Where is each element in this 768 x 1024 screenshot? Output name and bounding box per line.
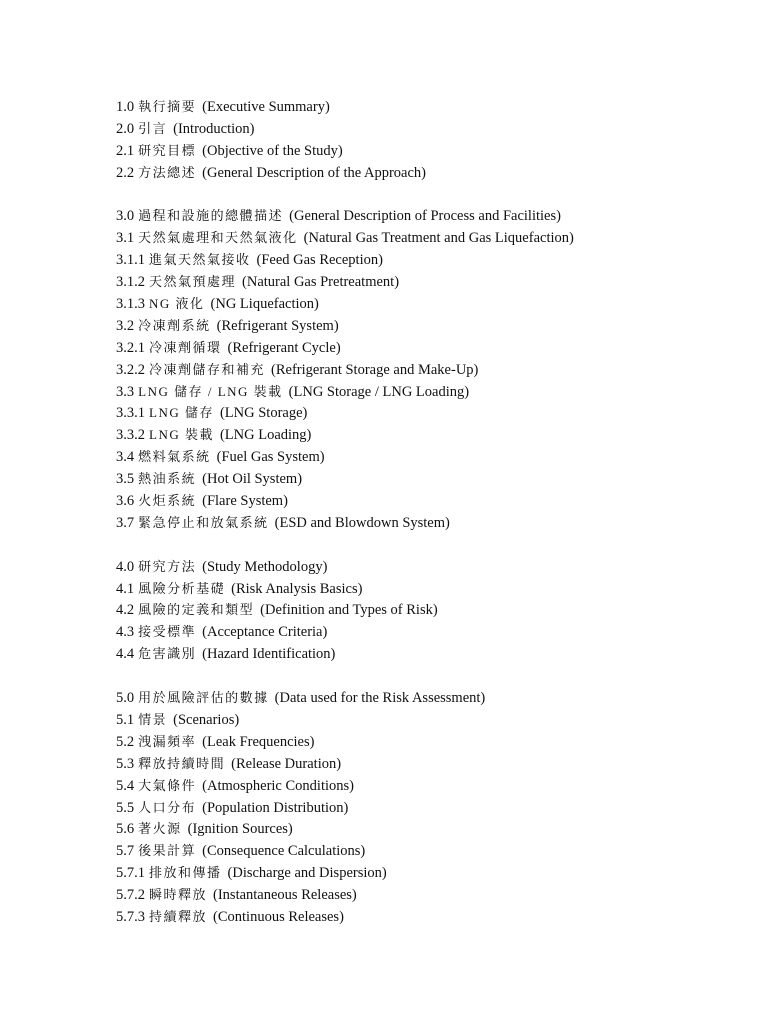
english-title: (Hazard Identification) xyxy=(202,646,336,663)
chinese-title: 方法總述 xyxy=(138,164,197,180)
toc-entry xyxy=(116,205,736,227)
section-number: 3.2.1 xyxy=(116,339,145,356)
chinese-title: 排放和傳播 xyxy=(149,865,222,881)
toc-entry xyxy=(116,140,736,162)
toc-entry xyxy=(116,424,736,446)
section-number: 5.7.1 xyxy=(116,865,145,882)
toc-entry xyxy=(116,862,736,884)
toc-entry xyxy=(116,556,736,578)
section-number: 3.7 xyxy=(116,514,135,531)
toc-entry xyxy=(116,118,736,140)
section-number: 1.0 xyxy=(116,99,135,115)
toc-entry xyxy=(116,359,736,381)
english-title: (Instantaneous Releases) xyxy=(213,887,357,904)
english-title: (Fuel Gas System) xyxy=(216,449,325,466)
english-title: (LNG Loading) xyxy=(219,427,312,444)
english-title: (General Description of the Approach) xyxy=(202,164,426,181)
toc-entry xyxy=(116,468,736,490)
chinese-title: 著火源 xyxy=(138,821,182,837)
english-title: (Flare System) xyxy=(202,493,288,510)
section-number: 5.0 xyxy=(116,690,135,707)
section-number: 3.1 xyxy=(116,230,135,247)
section-number: 5.7.3 xyxy=(116,908,145,925)
toc-entry xyxy=(116,446,736,468)
chinese-title: 冷凍劑循環 xyxy=(149,339,222,355)
section-number: 2.1 xyxy=(116,142,135,159)
toc-entry xyxy=(116,753,736,775)
toc-entry xyxy=(116,315,736,337)
section-number: 4.1 xyxy=(116,580,135,597)
section-number: 5.5 xyxy=(116,799,135,816)
english-title: (General Description of Process and Facilities) xyxy=(289,208,561,225)
toc-entry xyxy=(116,96,736,118)
toc-entry xyxy=(116,906,736,928)
section-number: 5.7 xyxy=(116,843,135,860)
toc-entry xyxy=(116,249,736,271)
toc-entry xyxy=(116,162,736,184)
section-number: 2.0 xyxy=(116,120,135,137)
toc-section xyxy=(116,687,736,928)
toc-entry xyxy=(116,797,736,819)
english-title: (Population Distribution) xyxy=(202,799,349,816)
english-title: (Refrigerant Cycle) xyxy=(227,339,341,356)
toc-entry xyxy=(116,512,736,534)
toc-entry xyxy=(116,775,736,797)
section-number: 3.0 xyxy=(116,208,135,225)
english-title: (Risk Analysis Basics) xyxy=(231,580,363,597)
chinese-title: 洩漏頻率 xyxy=(138,733,197,749)
toc-entry xyxy=(116,731,736,753)
section-number: 4.0 xyxy=(116,558,135,575)
english-title: (Release Duration) xyxy=(231,755,342,772)
toc-entry xyxy=(116,227,736,249)
english-title: (Refrigerant Storage and Make-Up) xyxy=(271,361,479,378)
toc-entry xyxy=(116,402,736,424)
english-title: (Natural Gas Pretreatment) xyxy=(242,274,400,291)
chinese-title: 瞬時釋放 xyxy=(149,887,208,903)
toc-section xyxy=(116,205,736,533)
section-number: 3.3 xyxy=(116,383,135,400)
english-title: (Continuous Releases) xyxy=(213,908,344,925)
english-title: (Objective of the Study) xyxy=(202,142,343,159)
section-number: 3.6 xyxy=(116,493,135,510)
toc-entry xyxy=(116,621,736,643)
chinese-title: 情景 xyxy=(138,711,168,727)
section-number: 3.1.2 xyxy=(116,274,145,291)
section-number: 5.3 xyxy=(116,755,135,772)
chinese-title: 熱油系統 xyxy=(138,471,197,487)
toc-entry xyxy=(116,337,736,359)
chinese-title: 風險分析基礎 xyxy=(138,580,226,596)
section-number: 4.3 xyxy=(116,624,135,641)
section-number: 3.2 xyxy=(116,317,135,334)
section-number: 5.4 xyxy=(116,777,135,794)
section-number: 5.1 xyxy=(116,711,135,728)
english-title: (Introduction) xyxy=(173,120,255,137)
english-title: (Scenarios) xyxy=(173,711,240,728)
chinese-title: LNG 儲存 xyxy=(149,405,214,421)
chinese-title: 緊急停止和放氣系統 xyxy=(138,514,269,530)
chinese-title: 持續釋放 xyxy=(149,908,208,924)
chinese-title: 天然氣預處理 xyxy=(149,274,237,290)
toc-entry xyxy=(116,687,736,709)
toc-entry xyxy=(116,293,736,315)
english-title: (LNG Storage / LNG Loading) xyxy=(288,383,470,400)
section-number: 3.1.1 xyxy=(116,252,145,269)
toc-entry xyxy=(116,643,736,665)
chinese-title: 冷凍劑系統 xyxy=(138,317,211,333)
toc-entry xyxy=(116,490,736,512)
toc-section xyxy=(116,96,736,184)
chinese-title: 引言 xyxy=(138,120,168,136)
chinese-title: 執行摘要 xyxy=(138,99,197,114)
chinese-title: 風險的定義和類型 xyxy=(138,602,255,618)
section-number: 4.4 xyxy=(116,646,135,663)
section-number: 3.1.3 xyxy=(116,296,145,313)
english-title: (Definition and Types of Risk) xyxy=(260,602,438,619)
english-title: (Ignition Sources) xyxy=(187,821,293,838)
chinese-title: 危害識別 xyxy=(138,646,197,662)
chinese-title: 後果計算 xyxy=(138,843,197,859)
chinese-title: LNG 儲存 / LNG 裝載 xyxy=(138,383,283,399)
toc-entry xyxy=(116,578,736,600)
chinese-title: 冷凍劑儲存和補充 xyxy=(149,361,266,377)
chinese-title: LNG 裝載 xyxy=(149,427,214,443)
english-title: (Atmospheric Conditions) xyxy=(202,777,354,794)
english-title: (Data used for the Risk Assessment) xyxy=(274,690,486,707)
chinese-title: 人口分布 xyxy=(138,799,197,815)
chinese-title: 燃料氣系統 xyxy=(138,449,211,465)
toc-entry xyxy=(116,884,736,906)
english-title: (Hot Oil System) xyxy=(202,471,303,488)
chinese-title: 進氣天然氣接收 xyxy=(149,252,251,268)
chinese-title: 天然氣處理和天然氣液化 xyxy=(138,230,298,246)
english-title: (Acceptance Criteria) xyxy=(202,624,328,641)
section-number: 3.2.2 xyxy=(116,361,145,378)
chinese-title: NG 液化 xyxy=(149,296,205,312)
chinese-title: 接受標準 xyxy=(138,624,197,640)
toc-entry xyxy=(116,381,736,403)
section-number: 2.2 xyxy=(116,164,135,181)
section-number: 3.5 xyxy=(116,471,135,488)
english-title: (Natural Gas Treatment and Gas Liquefaction) xyxy=(303,230,574,247)
section-number: 5.7.2 xyxy=(116,887,145,904)
chinese-title: 釋放持續時間 xyxy=(138,755,226,771)
english-title: (LNG Storage) xyxy=(219,405,308,422)
chinese-title: 用於風險評估的數據 xyxy=(138,690,269,706)
english-title: (Executive Summary) xyxy=(202,99,330,115)
section-number: 5.6 xyxy=(116,821,135,838)
toc-entry xyxy=(116,271,736,293)
chinese-title: 過程和設施的總體描述 xyxy=(138,208,284,224)
english-title: (NG Liquefaction) xyxy=(210,296,319,313)
chinese-title: 研究目標 xyxy=(138,142,197,158)
section-number: 4.2 xyxy=(116,602,135,619)
section-number: 3.4 xyxy=(116,449,135,466)
english-title: (Consequence Calculations) xyxy=(202,843,366,860)
chinese-title: 火炬系統 xyxy=(138,493,197,509)
english-title: (Study Methodology) xyxy=(202,558,328,575)
english-title: (Refrigerant System) xyxy=(216,317,339,334)
toc-entry xyxy=(116,840,736,862)
toc-entry xyxy=(116,709,736,731)
english-title: (Feed Gas Reception) xyxy=(256,252,383,269)
toc-entry xyxy=(116,599,736,621)
english-title: (Leak Frequencies) xyxy=(202,733,315,750)
table-of-contents xyxy=(116,96,736,950)
section-number: 5.2 xyxy=(116,733,135,750)
section-number: 3.3.1 xyxy=(116,405,145,422)
toc-section xyxy=(116,556,736,665)
english-title: (ESD and Blowdown System) xyxy=(274,514,450,531)
chinese-title: 研究方法 xyxy=(138,558,197,574)
chinese-title: 大氣條件 xyxy=(138,777,197,793)
english-title: (Discharge and Dispersion) xyxy=(227,865,387,882)
section-number: 3.3.2 xyxy=(116,427,145,444)
toc-entry xyxy=(116,818,736,840)
